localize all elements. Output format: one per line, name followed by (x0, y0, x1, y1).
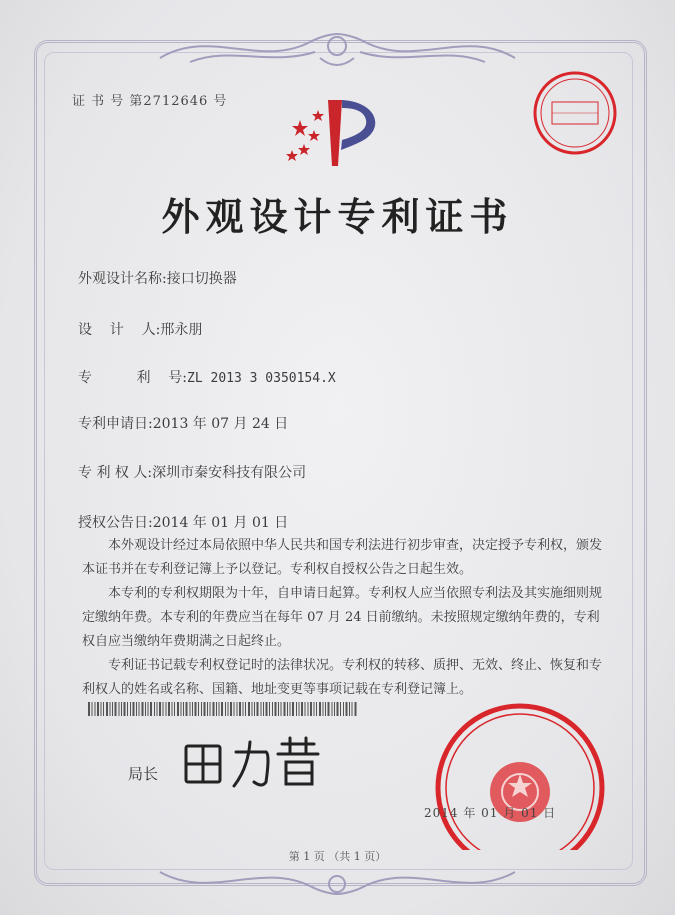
patentee-row (78, 462, 306, 482)
director-signature (178, 732, 328, 792)
bottom-ornament (150, 862, 525, 902)
certificate-number: 证 书 号 第2712646 号 (72, 94, 228, 109)
certificate-title: 外观设计专利证书 (161, 195, 514, 239)
designer-label: 设 计 人: (78, 322, 161, 338)
grant-date-label: 授权公告日: (78, 515, 153, 531)
body-paragraph-1: 本外观设计经过本局依照中华人民共和国专利法进行初步审查，决定授予专利权，颁发本证书并在专利登记簿上予以登记。专利权自授权公告之日起生效。 (82, 538, 603, 577)
design-name-label: 外观设计名称: (78, 271, 167, 287)
patent-number-value: ZL 2013 3 0350154.X (187, 371, 336, 386)
certificate-body (82, 534, 602, 702)
tax-seal (530, 68, 620, 158)
director-label: 局长 (128, 765, 159, 783)
patentee-value: 深圳市秦安科技有限公司 (152, 465, 307, 481)
designer-row (78, 319, 202, 339)
patentee-label: 专 利 权 人: (78, 465, 153, 481)
patent-office-logo (286, 96, 390, 172)
patent-number-label: 专 利 号: (78, 370, 188, 386)
design-name-row (78, 268, 237, 288)
page-footer: 第 1 页 （共 1 页） (288, 850, 387, 863)
barcode (88, 702, 358, 716)
application-date-value: 2013 年 07 月 24 日 (152, 416, 289, 432)
body-paragraph-3: 专利证书记载专利权登记时的法律状况。专利权的转移、质押、无效、终止、恢复和专利权人的姓名或名称、国籍、地址变更等事项记载在专利登记簿上。 (82, 658, 603, 697)
design-name-value: 接口切换器 (166, 271, 237, 287)
application-date-row (78, 413, 288, 433)
designer-value: 邢永朋 (160, 322, 203, 338)
grant-date-value: 2014 年 01 月 01 日 (152, 515, 289, 531)
seal-date: 2014 年 01 月 01 日 (424, 806, 557, 820)
body-paragraph-2: 本专利的专利权期限为十年，自申请日起算。专利权人应当依照专利法及其实施细则规定缴纳年费。本专利的年费应当在每年 07 月 24 日前缴纳。未按照规定缴纳年费的，专利权自应当缴纳年费期满之日起终止。 (82, 586, 603, 649)
official-seal (400, 700, 640, 850)
top-ornament (150, 28, 525, 74)
application-date-label: 专利申请日: (78, 416, 153, 432)
patent-number-row (78, 367, 336, 387)
grant-date-row (78, 512, 288, 532)
